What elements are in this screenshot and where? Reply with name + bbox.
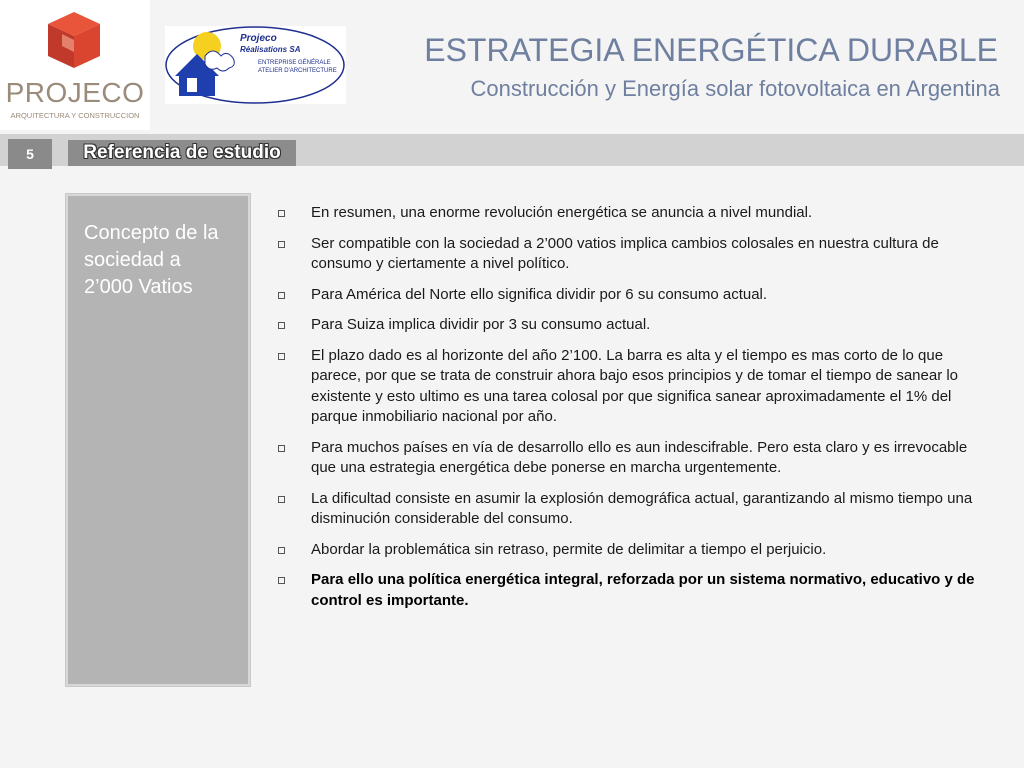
projeco-realisations-logo — [165, 26, 346, 104]
bullet-list — [276, 203, 976, 621]
square-bullet-icon — [278, 577, 285, 584]
list-item-text: Ser compatible con la sociedad a 2’000 vatios implica cambios colosales en nuestra cultura de consumo y ciertamente a nivel político. — [311, 234, 939, 272]
section-title: Referencia de estudio — [68, 140, 296, 166]
square-bullet-icon — [278, 496, 285, 503]
list-item-text: Para muchos países en vía de desarrollo ello es aun indescifrable. Pero esta claro y es irrevocable que una estrategia energética debe ponerse en marcha urgentemente. — [311, 438, 968, 476]
logo-line-1: Projeco — [240, 33, 277, 44]
slide-number: 5 — [8, 139, 52, 169]
list-item — [276, 438, 976, 479]
slide-subtitle: Construcción y Energía solar fotovoltaica en Argentina — [470, 76, 1000, 101]
list-item-text: La dificultad consiste en asumir la explosión demográfica actual, garantizando al mismo tiempo una disminución considerable del consumo. — [311, 489, 973, 527]
square-bullet-icon — [278, 353, 285, 360]
logo-line-2: Réalisations SA — [240, 45, 301, 54]
list-item — [276, 540, 976, 561]
sidebar-heading: Concepto de la sociedad a 2’000 Vatios — [84, 222, 219, 298]
brand-tagline: ARQUITECTURA Y CONSTRUCCION — [10, 111, 140, 120]
list-item-text: El plazo dado es al horizonte del año 2’100. La barra es alta y el tiempo es mas corto de lo que parece, por que se trata de construir ahora bajo esos principios y de tomar el tiempo de sanear lo existente y esto ultimo es una tarea colosal por que significa sanear aproximadamente el 1% del parque inmobiliario nacional por año. — [311, 346, 959, 425]
list-item-text: Abordar la problemática sin retraso, permite de delimitar a tiempo el perjuicio. — [311, 540, 827, 558]
list-item — [276, 346, 976, 428]
square-bullet-icon — [278, 547, 285, 554]
list-item — [276, 234, 976, 275]
list-item — [276, 489, 976, 530]
list-item — [276, 570, 976, 611]
square-bullet-icon — [278, 241, 285, 248]
logo-line-4: ATELIER D'ARCHITECTURE — [258, 68, 337, 74]
square-bullet-icon — [278, 445, 285, 452]
list-item — [276, 315, 976, 336]
square-bullet-icon — [278, 292, 285, 299]
list-item — [276, 285, 976, 306]
list-item-text: Para Suiza implica dividir por 3 su consumo actual. — [311, 316, 651, 333]
slide-title: ESTRATEGIA ENERGÉTICA DURABLE — [424, 32, 998, 68]
projeco-logo — [0, 0, 150, 130]
cube-logo-icon — [44, 10, 104, 70]
list-item — [276, 203, 976, 224]
list-item-text: En resumen, una enorme revolución energética se anuncia a nivel mundial. — [311, 204, 813, 221]
list-item-text: Para ello una política energética integral, reforzada por un sistema normativo, educativo y de control es importante. — [311, 571, 975, 609]
logo-line-3: ENTREPRISE GÉNÉRALE — [258, 60, 331, 66]
list-item-text: Para América del Norte ello significa dividir por 6 su consumo actual. — [311, 285, 768, 303]
brand-name: PROJECO — [5, 77, 145, 108]
sidebar-panel — [66, 194, 250, 686]
square-bullet-icon — [278, 322, 285, 329]
square-bullet-icon — [278, 210, 285, 217]
